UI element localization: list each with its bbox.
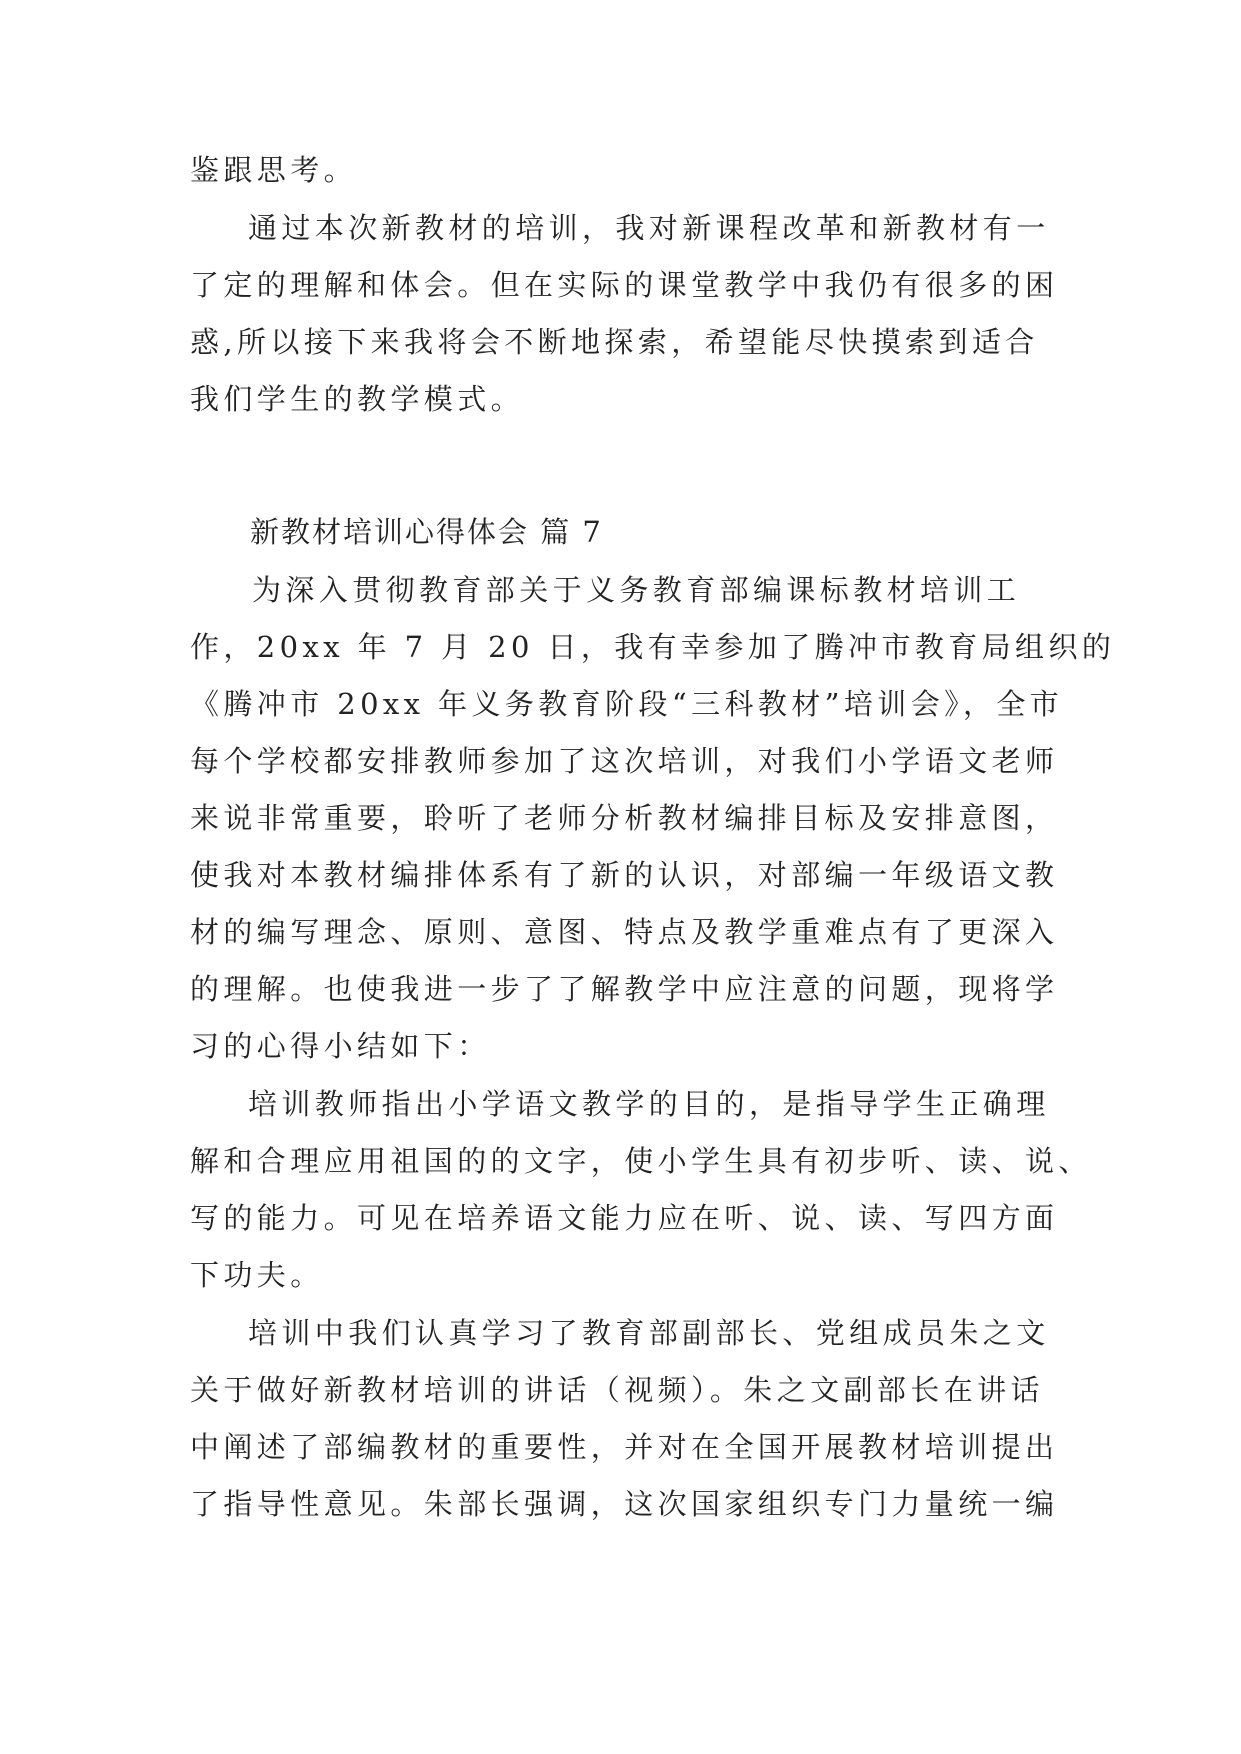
paragraph-start-line: 培训中我们认真学习了教育部副部长、党组成员朱之文 — [248, 1316, 1050, 1350]
text-line: 了定的理解和体会。但在实际的课堂教学中我仍有很多的困 — [190, 268, 1059, 302]
text-line: 写的能力。可见在培养语文能力应在听、说、读、写四方面 — [190, 1201, 1059, 1235]
text-line: 下功夫。 — [190, 1258, 324, 1292]
text-line: 鉴跟思考。 — [190, 153, 358, 187]
paragraph-start-line: 培训教师指出小学语文教学的目的，是指导学生正确理 — [248, 1087, 1050, 1121]
text-line: 的理解。也使我进一步了了解教学中应注意的问题，现将学 — [190, 972, 1059, 1006]
text-line: 中阐述了部编教材的重要性，并对在全国开展教材培训提出 — [190, 1430, 1059, 1464]
text-line: 来说非常重要，聆听了老师分析教材编排目标及安排意图， — [190, 801, 1059, 835]
text-line: 惑,所以接下来我将会不断地探索，希望能尽快摸索到适合 — [190, 325, 1039, 359]
text-line: 《腾冲市 20xx 年义务教育阶段“三科教材”培训会》，全市 — [190, 687, 1064, 721]
text-line: 关于做好新教材培训的讲话（视频）。朱之文副部长在讲话 — [190, 1373, 1044, 1407]
paragraph-start-line: 为深入贯彻教育部关于义务教育部编课标教材培训工 — [252, 573, 1021, 607]
text-line: 作，20xx 年 7 月 20 日，我有幸参加了腾冲市教育局组织的 — [190, 630, 1116, 664]
text-line: 我们学生的教学模式。 — [190, 382, 525, 416]
text-line: 每个学校都安排教师参加了这次培训，对我们小学语文老师 — [190, 744, 1059, 778]
text-line: 解和合理应用祖国的的文字，使小学生具有初步听、读、说、 — [190, 1144, 1092, 1178]
text-line: 材的编写理念、原则、意图、特点及教学重难点有了更深入 — [190, 915, 1059, 949]
text-line: 习的心得小结如下： — [190, 1029, 491, 1063]
paragraph-start-line: 通过本次新教材的培训，我对新课程改革和新教材有一 — [248, 211, 1050, 245]
text-line: 使我对本教材编排体系有了新的认识，对部编一年级语文教 — [190, 858, 1059, 892]
text-line: 了指导性意见。朱部长强调，这次国家组织专门力量统一编 — [190, 1487, 1059, 1521]
section-heading: 新教材培训心得体会 篇 7 — [250, 515, 603, 549]
